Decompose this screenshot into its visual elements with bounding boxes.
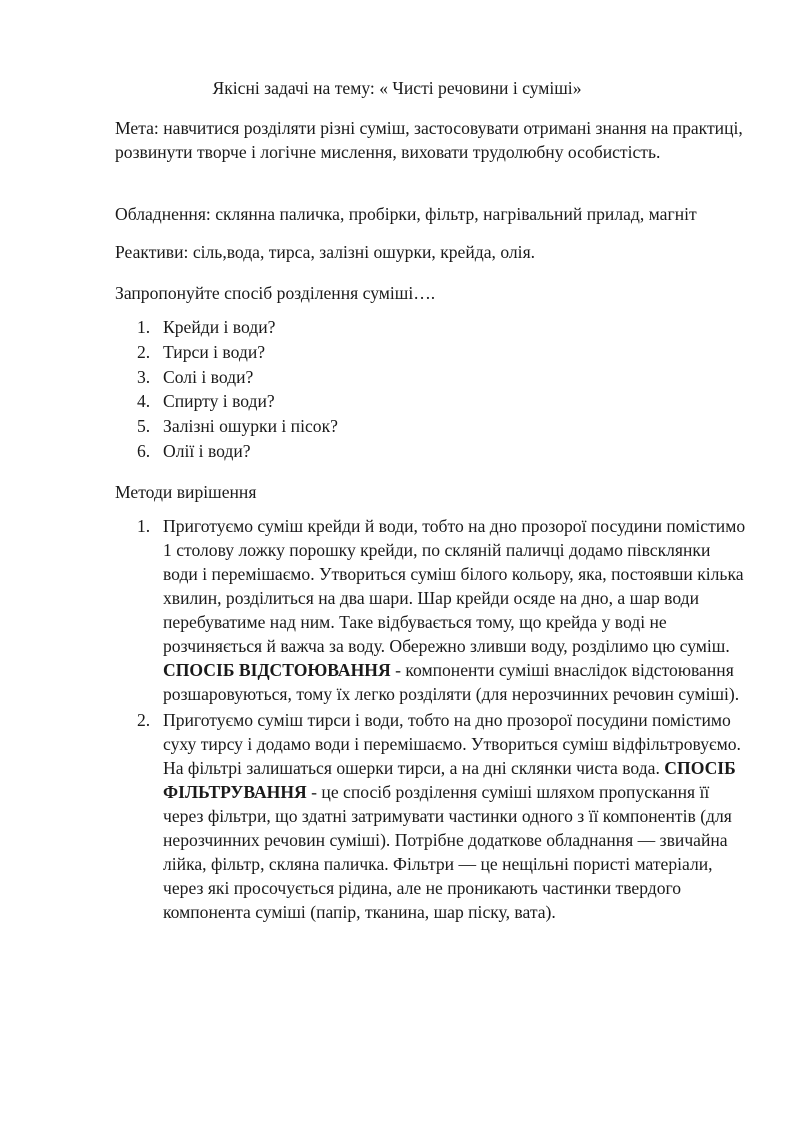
- method-item: [115, 708, 748, 924]
- list-item: [115, 439, 715, 464]
- questions-list: [115, 315, 715, 464]
- list-item: [115, 365, 715, 390]
- list-number: 2.: [137, 341, 151, 362]
- goal-paragraph: Мета: навчитися розділяти різні суміш, застосовувати отримані знання на практиці, розвинути творче і логічне мислення, виховати трудолюбну особистість.: [115, 118, 743, 162]
- equipment-paragraph: Обладнення: склянна паличка, пробірки, фільтр, нагрівальний прилад, магніт: [115, 204, 697, 224]
- question-text: Тирси і води?: [163, 341, 266, 362]
- question-text: Крейди і води?: [163, 317, 276, 337]
- method-text: Приготуємо суміш тирси і води, тобто на дно прозорої посудини помістимо суху тирсу і додамо води і перемішаємо. Утвориться суміш відфільтровуємо. На фільтрі залишаться ошерки тирси, а на дні склянки чиста вода.: [163, 710, 741, 778]
- list-item: [115, 315, 715, 340]
- reagents-paragraph: Реактиви: сіль,вода, тирса, залізні ошурки, крейда, олія.: [115, 242, 536, 262]
- question-text: Солі і води?: [163, 366, 254, 387]
- list-number: 6.: [137, 440, 151, 461]
- list-item: [115, 389, 715, 414]
- question-text: Залізні ошурки і пісок?: [163, 416, 338, 437]
- method-term: СПОСІБ ВІДСТОЮВАННЯ: [163, 660, 391, 680]
- method-term: СПОСІБ ФІЛЬТРУВАННЯ: [163, 758, 736, 802]
- methods-list: [115, 514, 755, 924]
- document-title: Якісні задачі на тему: « Чисті речовини і суміші»: [212, 78, 582, 98]
- method-description: - компоненти суміші внаслідок відстоювання розшаровуються, тому їх легко розділяти (для нерозчинних речовин суміші).: [163, 660, 740, 704]
- list-number: 1.: [137, 317, 151, 337]
- list-item: [115, 414, 715, 439]
- list-number: 2.: [137, 710, 151, 730]
- list-number: 1.: [137, 516, 151, 536]
- method-description: - це спосіб розділення суміші шляхом пропускання її через фільтри, що здатні затримувати частинки одного з її компонентів (для нерозчинних речовин суміші). Потрібне додаткове обладнання — звичайна лійка, фільтр, скляна паличка. Фільтри — це нещільні пористі матеріали, через які просочується рідина, але не проникають частинки твердого компонента суміші (папір, тканина, шар піску, вата).: [163, 782, 732, 922]
- list-number: 3.: [137, 366, 151, 387]
- question-text: Олії і води?: [163, 440, 251, 461]
- methods-heading: Методи вирішення: [115, 482, 257, 502]
- method-text: Приготуємо суміш крейди й води, тобто на дно прозорої посудини помістимо 1 столову ложку порошку крейди, по скляній паличці додамо півсклянки води і перемішаємо. Утвориться суміш білого кольору, яка, постоявши кілька хвилин, розділиться на два шари. Шар крейди осяде на дно, а шар води перебуватиме над ним. Таке відбувається тому, що крейда у воді не розчиняється й важча за воду. Обережно зливши воду, розділимо цю суміш.: [163, 516, 746, 656]
- prompt-paragraph: Запропонуйте спосіб розділення суміші….: [115, 283, 436, 303]
- list-item: [115, 340, 715, 365]
- list-number: 5.: [137, 416, 151, 437]
- question-text: Спирту і води?: [163, 391, 275, 412]
- list-number: 4.: [137, 391, 151, 412]
- method-item: [115, 514, 748, 706]
